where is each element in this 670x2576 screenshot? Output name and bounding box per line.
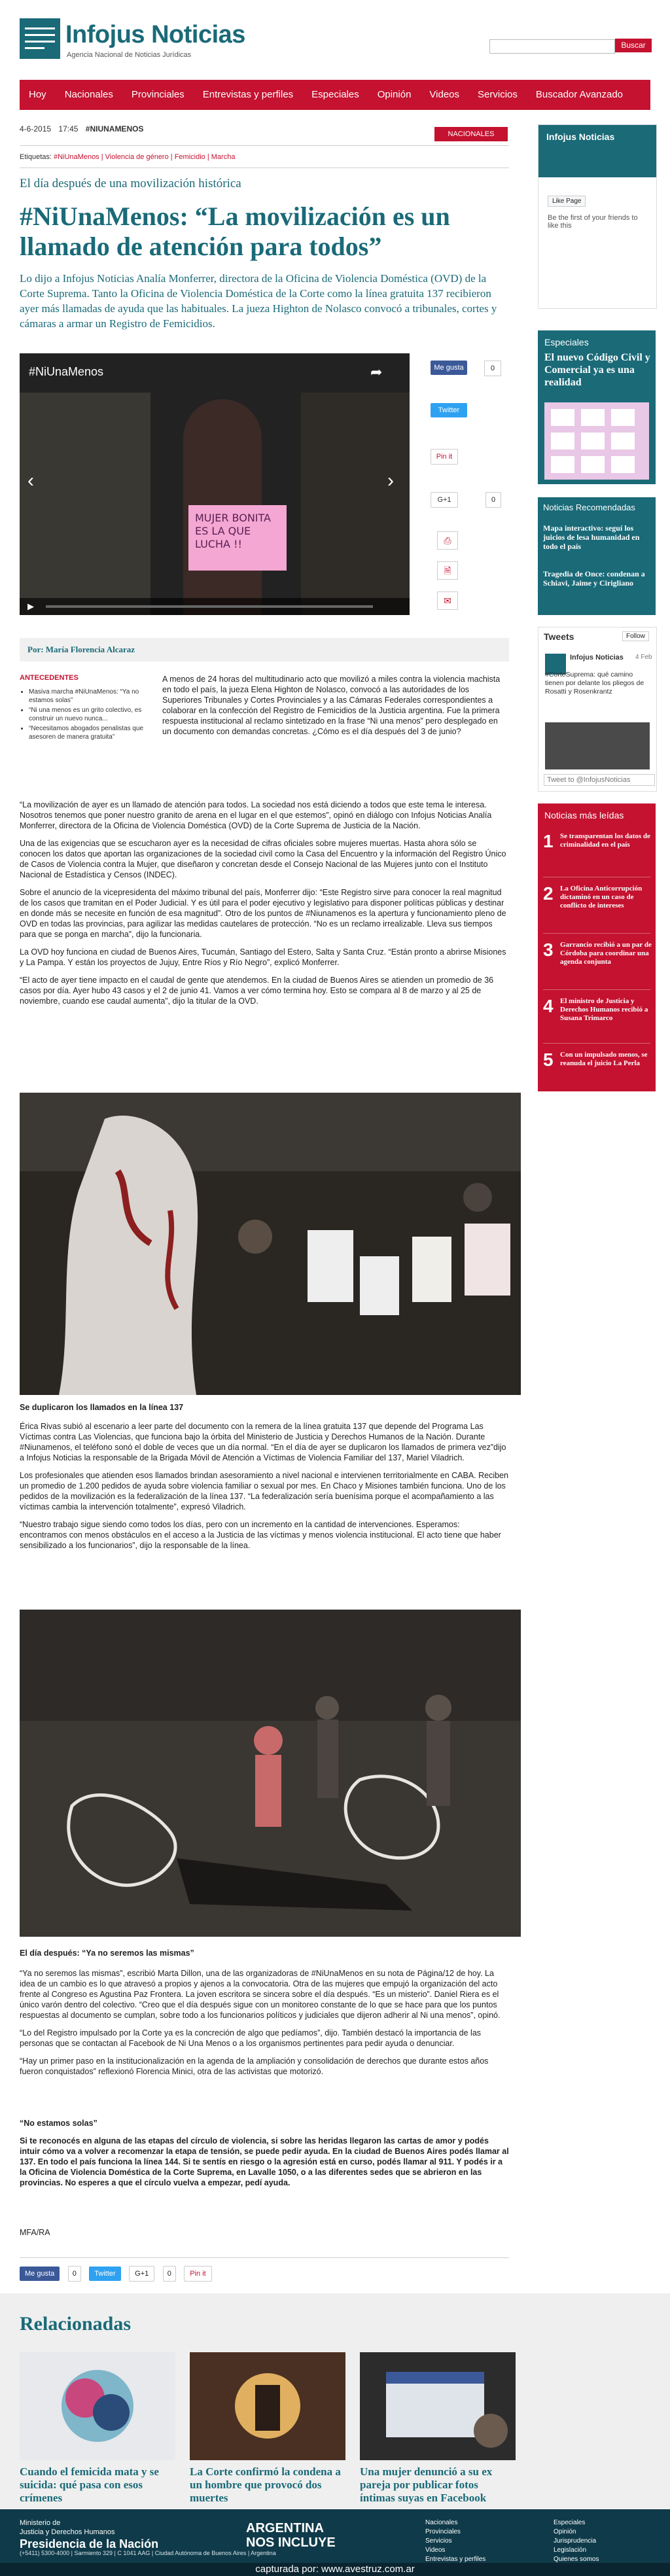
chevron-right-icon[interactable]: › (387, 470, 394, 491)
recomendadas-box (538, 497, 656, 615)
facebook-widget-header (538, 125, 656, 177)
article-body-1 (20, 800, 509, 1014)
video-player[interactable] (20, 353, 410, 615)
footer-org-line: Justicia y Derechos Humanos (20, 2528, 115, 2536)
paragraph: Érica Rivas subió al escenario a leer parte del documento con la remera de la línea gratuita 137 que depende del Programa Las Víctimas contra Las Violencias, que funciona bajo la órbita del Ministerio de Justicia y Derechos Humanos de la Nación. Durante #Niunamenos, el teléfono sonó el doble de veces que un día normal. “En el día de ayer se duplicaron los llamados de primera vez”dijo a Infojus Noticias la responsable de la Brigada Móvil de Atención a Víctimas de Violencia Familiar del 137, Mariel Viladrich. (20, 1422, 506, 1462)
article-kicker: El día después de una movilización histórica (20, 177, 241, 190)
masleida-item[interactable] (543, 831, 653, 872)
nav-item-provinciales[interactable]: Provinciales (131, 89, 185, 100)
tag-link[interactable]: Violencia de género (105, 153, 169, 161)
footer-link[interactable]: Servicios (425, 2537, 452, 2545)
footer-link[interactable]: Opinión (554, 2528, 576, 2535)
gplus-count: 0 (485, 492, 501, 508)
print-icon[interactable]: ⎙ (437, 531, 458, 550)
section-badge[interactable]: NACIONALES (434, 127, 508, 141)
paragraph: Sobre el anuncio de la vicepresidenta del máximo tribunal del país, Monferrer dijo: “Este Registro sirve para conocer la real magnitud de los casos que tramitan en el Poder Judicial. Y es útil para el poder ejecutivo y legislativo para disponer políticas públicas y destinar en donde más se necesite en función de esa magnitud”. Otro de los puntos de #Niunamenos es la apertura y funcionamiento pleno de OVD en todas las provincias, para agilizar las medidas cautelares de protección. “No es un reclamo irrealizable. Lleva sus tiempos para que se ponga en marcha”, dijo la funcionaria. (20, 888, 506, 939)
footer-address: (+5411) 5300-4000 | Sarmiento 329 | C 1041 AAG | Ciudad Autónoma de Buenos Aires | Argentina (20, 2550, 276, 2556)
nav-item-hoy[interactable]: Hoy (29, 89, 46, 100)
tags-row: Etiquetas: #NiUnaMenos | Violencia de género | Femicidio | Marcha (20, 153, 236, 161)
paragraph: “Lo del Registro impulsado por la Corte ya es la concreción de algo que pedíamos”, dijo. También destacó la importancia de las personas que se contactan al Facebook de Ni Una Menos o a los organismos pertinentes para pedir ayuda o denunciar. (20, 2028, 482, 2048)
especiales-image[interactable] (544, 402, 649, 480)
antecedentes-title: ANTECEDENTES (20, 674, 79, 682)
masleida-title[interactable]: Se transparentan los datos de criminalidad en el país (560, 832, 650, 849)
main-nav (20, 80, 650, 110)
tag-link[interactable]: Femicidio (174, 153, 205, 161)
related-image[interactable] (190, 2352, 345, 2460)
masleida-title[interactable]: Garrancio recibió a un par de Córdoba para coordinar una agenda conjunta (560, 941, 652, 966)
nav-item-especiales[interactable]: Especiales (311, 89, 359, 100)
nav-item-buscador[interactable]: Buscador Avanzado (535, 89, 624, 100)
footer-links (425, 2518, 485, 2564)
footer-org-name: Presidencia de la Nación (20, 2537, 159, 2550)
masleida-number: 5 (543, 1050, 554, 1070)
facebook-first-text: Be the first of your friends to like this (548, 214, 638, 230)
footer-link[interactable]: Jurisprudencia (554, 2537, 597, 2545)
masleida-item[interactable] (543, 996, 653, 1036)
related-title: Relacionadas (20, 2313, 132, 2335)
site-footer (0, 2509, 670, 2563)
logo-icon[interactable] (20, 18, 60, 59)
article-date: 4-6-2015 (20, 124, 52, 133)
footer-arg-line: ARGENTINA (246, 2521, 324, 2535)
related-section (0, 2293, 670, 2509)
masleida-number: 1 (543, 831, 554, 851)
nav-item-servicios[interactable]: Servicios (478, 89, 518, 100)
nav-item-entrevistas[interactable]: Entrevistas y perfiles (202, 89, 294, 100)
article-photo (20, 1093, 521, 1395)
related-headline[interactable]: Una mujer denunció a su ex pareja por publicar fotos íntimas suyas en Facebook (360, 2465, 493, 2504)
signature: MFA/RA (20, 2228, 50, 2237)
footer-link[interactable]: Videos (425, 2547, 446, 2554)
paragraph: “Nuestro trabajo sigue siendo como todos los días, pero con un incremento en la cantidad de intervenciones. Esperamos: encontramos con menos obstáculos en el acceso a la Justicia de las víctimas y menos violencia institucional. El acto tiene que haber sensibilizado a los funcionarios”, dijo la responsable de la línea. (20, 1520, 501, 1550)
article-body-3 (20, 1968, 509, 2084)
related-card[interactable] (190, 2352, 345, 2505)
site-subtitle: Agencia Nacional de Noticias Jurídicas (67, 51, 192, 59)
tweet-to-input[interactable]: Tweet to @InfojusNoticias (544, 774, 655, 786)
related-headline[interactable]: La Corte confirmó la condena a un hombre que provocó dos muertes (190, 2465, 341, 2504)
related-illustration (20, 2352, 175, 2460)
nav-item-videos[interactable]: Videos (429, 89, 460, 100)
facebook-like-button[interactable]: Me gusta (431, 361, 467, 375)
video-background (20, 393, 150, 615)
paragraph: “Hay un primer paso en la institucionalización en la agenda de la ampliación y consolidación de derechos que durante estos años fueron conquistados” reflexionó Florencia Minici, otra de las activistas que motorizó. (20, 2056, 489, 2076)
article-intro (162, 674, 509, 744)
article-closing (20, 2136, 509, 2195)
video-title: #NiUnaMenos (29, 365, 104, 378)
tag-link[interactable]: Marcha (211, 153, 236, 161)
masleida-item[interactable] (543, 883, 653, 924)
gplus-count: 0 (163, 2266, 176, 2282)
related-card[interactable] (360, 2352, 516, 2505)
masleida-title[interactable]: Con un impulsado menos, se reanuda el juicio La Perla (560, 1051, 648, 1067)
tweet-author[interactable]: Infojus Noticias (570, 654, 624, 662)
tweet-text: #CorteSuprema: qué camino tienen por delante los pliegos de Rosatti y Rosenkrantz (545, 671, 644, 696)
twitter-follow-button[interactable]: Follow (622, 631, 649, 641)
chevron-left-icon[interactable]: ‹ (27, 470, 34, 491)
masleida-item[interactable] (543, 1050, 653, 1090)
recomendada-link[interactable]: Tragedia de Once: condenan a Schiavi, Jaime y Cirigliano (543, 569, 645, 588)
facebook-like-button[interactable]: Me gusta (20, 2267, 60, 2281)
masleida-number: 4 (543, 996, 554, 1016)
footer-arg-line: NOS INCLUYE (246, 2535, 336, 2550)
article-signature (20, 2227, 509, 2245)
footer-link[interactable]: Especiales (554, 2519, 586, 2526)
nav-item-nacionales[interactable]: Nacionales (64, 89, 113, 100)
subheading: “No estamos solas” (20, 2119, 97, 2128)
related-image[interactable] (360, 2352, 516, 2460)
masleida-item[interactable] (543, 940, 653, 980)
paragraph: “Ya no seremos las mismas”, escribió Marta Dillon, una de las organizadoras de #NiUnaMenos en su nota de Página/12 de hoy. La idea de un cambio es lo que atravesó a propios y ajenos a la convocatoria. Otra de las mujeres que empujó la organización del acto frente al Congreso es Agustina Paz Frontera. La joven escritora se sincera sobre el día después. “Es un misterio”. Daniel Riera es el único varón dentro del colectivo. “Creo que el día después sigue con un monitoreo constante de lo que se hace para que los puntos respuestas al documento se cumplan, sobre todo a los funcionarios políticos y judiciales que dijeron adherir al Ni una menos”, opinó. (20, 1969, 501, 2020)
paragraph: “La movilización de ayer es un llamado de atención para todos. La sociedad nos está diciendo a todos que este tema le interesa. Nosotros tenemos que poner nuestro granito de arena en el lugar en el que estemos”, opinó en diálogo con Infojus Noticias Analía Monferrer, directora de la Oficina de Violencia Doméstica (OVD) de la Corte Suprema de Justicia de la Nación. (20, 800, 492, 830)
footer-organization (20, 2518, 158, 2551)
footer-link[interactable]: Provinciales (425, 2528, 461, 2535)
site-title[interactable]: Infojus Noticias (65, 21, 245, 48)
footer-link[interactable]: Legislación (554, 2547, 587, 2554)
photo-march-illustration (20, 1093, 521, 1395)
paragraph: Los profesionales que atienden esos llamados brindan asesoramiento a nivel nacional e intervienen territorialmente en CABA. Reciben un promedio de 1.200 pedidos de ayuda sobre violencia familiar o sexual por mes. En Chaco y Misiones también funciona. Uno de los pedidos de la movilización es la federalización de la línea 137. “La federalización sería buenísima porque el acompañamiento a las víctimas cambia la intervención totalmente”, expresó Viladrich. (20, 1471, 508, 1511)
tweet-button[interactable]: Twitter (431, 403, 467, 417)
antecedente-link[interactable]: • Masiva marcha #NiUnaMenos: “Ya no estamos solas” (29, 688, 149, 705)
masleidas-box (538, 803, 656, 1091)
tweet-button[interactable]: Twitter (89, 2267, 120, 2281)
search-button[interactable]: Buscar (615, 39, 652, 52)
twitter-widget (538, 627, 657, 792)
like-count: 0 (68, 2266, 81, 2282)
play-icon[interactable]: ▶ (27, 601, 34, 611)
facebook-page-name[interactable]: Infojus Noticias (546, 132, 615, 142)
nav-item-opinion[interactable]: Opinión (377, 89, 412, 100)
article-hashtag: #NIUNAMENOS (85, 124, 144, 133)
especiales-label: Especiales (544, 337, 589, 347)
video-sign-text: MUJER BONITA ES LA QUE LUCHA !! (195, 512, 271, 550)
gplus-button[interactable]: G+1 (129, 2266, 154, 2282)
masleida-number: 3 (543, 940, 554, 960)
video-controls[interactable] (20, 598, 410, 615)
video-sign (188, 505, 287, 571)
antecedente-link[interactable]: • “Necesitamos abogados penalistas que asesoren de manera gratuita” (29, 724, 149, 741)
especiales-illustration (544, 402, 649, 480)
video-progress-bar[interactable] (46, 605, 373, 608)
masleida-title[interactable]: El ministro de Justicia y Derechos Humanos recibió a Susana Trimarco (560, 997, 648, 1022)
footer-argentina (246, 2521, 336, 2550)
share-row (20, 2266, 509, 2284)
footer-link[interactable]: Entrevistas y perfiles (425, 2556, 486, 2563)
article-author (20, 638, 509, 662)
paragraph: A menos de 24 horas del multitudinario acto que movilizó a miles contra la violencia machista en todo el país, la jueza Elena Highton de Nolasco, convocó a las autoridades de los Superiores Tribunales y Cortes Provinciales y a las Cámaras Federales correspondientes a colaborar en la confección del Registro de Femicidios de la Justicia argentina. Fue la primera respuesta institucional al reclamo sintetizado en la frase “Ni una menos” pero desplegado en un documento con demandas concretas. ¿Cómo es el día después del 3 de junio? (162, 675, 501, 736)
related-illustration (190, 2352, 345, 2460)
article-lead: Lo dijo a Infojus Noticias Analía Monferrer, directora de la Oficina de Violencia Doméstica (OVD) de la Corte Suprema. Tanto la Oficina de Violencia Doméstica de la Corte como la línea gratuita 137 recibieron ayer más llamadas de ayuda que las habituales. La jueza Highton de Nolasco convocó a tribunales, cortes y cámaras a armar un Registro de Femicidios. (20, 272, 497, 330)
antecedente-link[interactable]: • “Ni una menos es un grito colectivo, es construir un nuevo nunca... (29, 706, 149, 723)
article-headline: #NiUnaMenos: “La movilización es un llamado de atención para todos” (20, 202, 450, 261)
subheading: El día después: “Ya no seremos las mismas” (20, 1949, 194, 1958)
masleida-title[interactable]: La Oficina Anticorrupción dictaminó en un caso de conflicto de intereses (560, 885, 643, 909)
related-image[interactable] (20, 2352, 175, 2460)
pinterest-button[interactable]: Pin it (184, 2266, 211, 2282)
footer-link[interactable]: Nacionales (425, 2519, 458, 2526)
recomendadas-label: Noticias Recomendadas (543, 503, 635, 512)
especiales-box[interactable] (538, 330, 656, 484)
related-illustration (360, 2352, 516, 2460)
video-background (301, 393, 410, 615)
search-input[interactable] (489, 39, 615, 54)
paragraph: La OVD hoy funciona en ciudad de Buenos Aires, Tucumán, Santiago del Estero, Salta y Santa Cruz. “Están pronto a abrirse Misiones y La Pampa. Y están los proyectos de Jujuy, Entre Ríos y Río Negro”, explicó Monferrer. (20, 947, 506, 967)
gplus-button[interactable]: G+1 (431, 492, 458, 508)
related-headline[interactable]: Cuando el femicida mata y se suicida: qué pasa con esos crímenes (20, 2465, 159, 2504)
pinterest-button[interactable]: Pin it (431, 449, 458, 465)
tag-link[interactable]: #NiUnaMenos (53, 153, 99, 161)
related-card[interactable] (20, 2352, 175, 2505)
paragraph: Una de las exigencias que se escucharon ayer es la necesidad de cifras oficiales sobre mujeres muertas. Hasta ahora sólo se conocen los datos que aportan las organizaciones de la sociedad civil como la Casa del Encuentro y la información del Registro Único de Casos de Violencia contra la Mujer, que diseñaron y concretan desde el Consejo Nacional de las Mujeres junto con el Instituto Nacional de Estadística y Censos (INDEC). (20, 839, 506, 879)
facebook-widget (538, 124, 657, 309)
photo-silhouettes-illustration (20, 1610, 521, 1937)
tags-label: Etiquetas: (20, 153, 52, 161)
like-count: 0 (484, 361, 501, 376)
masleidas-label: Noticias más leídas (544, 810, 624, 820)
paragraph: “El acto de ayer tiene impacto en el caudal de gente que atendemos. En la ciudad de Buenos Aires se atienden un promedio de 36 casos por día. Ayer hubo 43 casos y el 2 de junio 41. Vamos a ver cómo termina hoy. Esto se compara al 8 de marzo y al 25 de noviembre, cuando ese caudal aumenta”, dijo la titular de la OVD. (20, 976, 494, 1006)
facebook-like-page-button[interactable]: Like Page (548, 196, 586, 207)
paragraph: Si te reconocés en alguna de las etapas del círculo de violencia, si sobre las heridas llegaron las cartas de amor y podés intuir cómo va a volver a recomenzar la etapa de tensión, se puede pedir ayuda. En la ciudad de Buenos Aires podés llamar al 137. En todo el país funciona la línea 144. Si te sentís en riesgo o la agresión está en curso, podés llamar al 911. Y podés ir a la Oficina de Violencia Doméstica de la Corte Suprema, en Lavalle 1050, o a las diferentes sedes que se abrieron en las provincias. No esperes a que el círculo vuelva a empezar, pedí ayuda. (20, 2136, 509, 2187)
footer-links (554, 2518, 599, 2564)
article-photo (20, 1610, 521, 1937)
article-body-2 (20, 1421, 509, 1558)
mail-icon[interactable]: ✉ (437, 591, 458, 610)
tweet-image[interactable] (545, 722, 650, 769)
share-icon[interactable]: ➦ (370, 364, 383, 380)
site-header (0, 0, 670, 75)
footer-org-line: Ministerio de (20, 2519, 61, 2527)
capture-credit: capturada por: www.avestruz.com.ar (0, 2563, 670, 2576)
tweet-date: 4 Feb (635, 654, 652, 661)
subheading: Se duplicaron los llamados en la línea 137 (20, 1403, 184, 1412)
article-time: 17:45 (58, 124, 79, 133)
masleida-number: 2 (543, 883, 554, 904)
pdf-icon[interactable]: 🗎 (437, 561, 458, 580)
especiales-title[interactable]: El nuevo Código Civil y Comercial ya es una realidad (544, 352, 650, 388)
footer-link[interactable]: Quienes somos (554, 2556, 599, 2563)
recomendada-link[interactable]: Mapa interactivo: seguí los juicios de lesa humanidad en todo el país (543, 523, 640, 551)
antecedentes-box (20, 674, 149, 743)
author-name: Por: María Florencia Alcaraz (27, 644, 135, 654)
tweets-label: Tweets (544, 631, 574, 642)
